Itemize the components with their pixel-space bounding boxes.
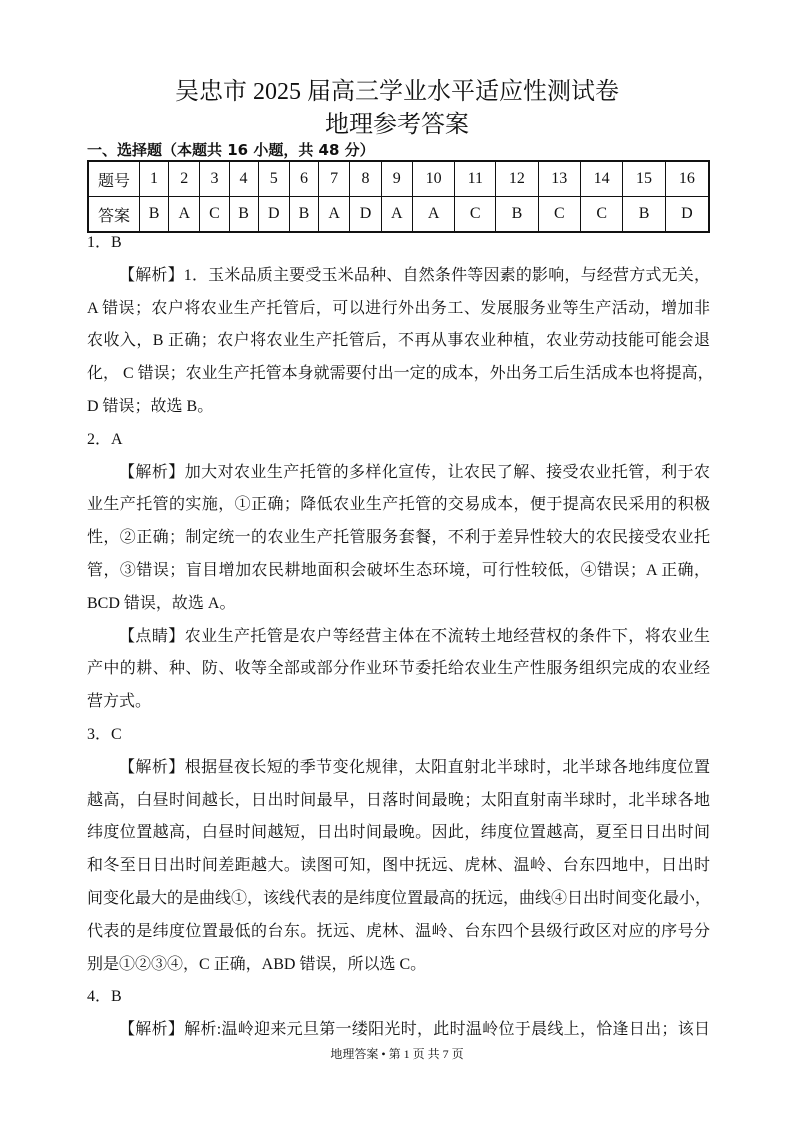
explanation-line: 业生产托管的实施，①正确；降低农业生产托管的交易成本，便于提高农民采用的积极 [87, 496, 710, 514]
answer-cell: C [455, 197, 496, 233]
question-number-cell: 7 [319, 161, 350, 197]
explanation-line: A 错误；农户将农业生产托管后，可以进行外出务工、发展服务业等生产活动，增加非 [87, 299, 710, 317]
answer-cell: B [496, 197, 538, 233]
question-number-cell: 2 [169, 161, 200, 197]
explanation-line: 【解析】解析:温岭迎来元旦第一缕阳光时，此时温岭位于晨线上，恰逢日出；该日 [119, 1021, 710, 1039]
row-label: 答案 [88, 197, 140, 233]
answer-cell: A [319, 197, 350, 233]
explanation-line: 和冬至日日出时间差距越大。读图可知，图中抚远、虎林、温岭、台东四地中，日出时 [87, 857, 710, 875]
question-heading: 4．B [87, 988, 122, 1006]
explanation-line: 【点睛】农业生产托管是农户等经营主体在不流转土地经营权的条件下，将农业生 [119, 627, 710, 645]
answer-cell: B [229, 197, 258, 233]
answer-cell: A [169, 197, 200, 233]
question-number-cell: 5 [258, 161, 289, 197]
question-number-cell: 6 [289, 161, 318, 197]
question-number-cell: 14 [580, 161, 622, 197]
answer-cell: A [381, 197, 412, 233]
question-heading: 1．B [87, 234, 122, 251]
answer-cell: D [258, 197, 289, 233]
question-number-cell: 10 [412, 161, 454, 197]
explanation-line: 纬度位置越高，白昼时间越短，日出时间最晚。因此，纬度位置越高，夏至日日出时间 [87, 824, 710, 842]
answer-table [87, 160, 710, 233]
explanation-line: 【解析】加大对农业生产托管的多样化宣传，让农民了解、接受农业托管，利于农 [119, 463, 710, 481]
explanation-line: 性，②正确；制定统一的农业生产托管服务套餐，不利于差异性较大的农民接受农业托 [87, 529, 710, 547]
explanation-line: 【解析】1．玉米品质主要受玉米品种、自然条件等因素的影响，与经营方式无关， [119, 266, 710, 284]
section-heading: 一、选择题（本题共 16 小题，共 48 分） [87, 141, 375, 159]
document-subtitle: 地理参考答案 [325, 112, 469, 138]
explanation-line: 管，③错误；盲目增加农民耕地面积会破坏生态环境，可行性较低，④错误；A 正确， [87, 561, 710, 579]
question-number-cell: 15 [623, 161, 665, 197]
question-heading: 3．C [87, 725, 122, 743]
explanation-line: 间变化最大的是曲线①，该线代表的是纬度位置最高的抚远，曲线④日出时间变化最小， [87, 889, 712, 907]
answer-cell: C [200, 197, 229, 233]
question-number-cell: 16 [665, 161, 709, 197]
question-number-cell: 8 [350, 161, 381, 197]
answer-cell: B [289, 197, 318, 233]
answer-explanations [87, 227, 714, 1047]
answer-cell: A [412, 197, 454, 233]
question-number-cell: 4 [229, 161, 258, 197]
explanation-line: 营方式。 [87, 693, 152, 711]
table-row-numbers [88, 161, 709, 197]
answer-cell: B [623, 197, 665, 233]
answer-cell: D [665, 197, 709, 233]
answer-cell: C [538, 197, 580, 233]
answer-cell: D [350, 197, 381, 233]
explanation-line: 别是①②③④，C 正确，ABD 错误，所以选 C。 [87, 955, 427, 973]
explanation-line: 农收入，B 正确；农户将农业生产托管后，不再从事农业种植，农业劳动技能可能会退 [87, 332, 710, 350]
question-number-cell: 3 [200, 161, 229, 197]
question-heading: 2．A [87, 430, 123, 448]
question-number-cell: 13 [538, 161, 580, 197]
answer-cell: C [580, 197, 622, 233]
explanation-line: 【解析】根据昼夜长短的季节变化规律，太阳直射北半球时，北半球各地纬度位置 [119, 758, 710, 776]
page-footer: 地理答案 • 第 1 页 共 7 页 [330, 1047, 464, 1061]
question-number-cell: 9 [381, 161, 412, 197]
document-title: 吴忠市 2025 届高三学业水平适应性测试卷 [175, 79, 619, 105]
explanation-line: 产中的耕、种、防、收等全部或部分作业环节委托给农业生产性服务组织完成的农业经 [87, 660, 710, 678]
explanation-line: 化， C 错误；农业生产托管本身就需要付出一定的成本，外出务工后生活成本也将提高， [87, 365, 714, 383]
question-number-cell: 11 [455, 161, 496, 197]
explanation-line: 越高，白昼时间越长，日出时间最早，日落时间最晚；太阳直射南半球时，北半球各地 [87, 791, 710, 809]
answer-cell: B [140, 197, 169, 233]
question-number-cell: 12 [496, 161, 538, 197]
explanation-line: BCD 错误，故选 A。 [87, 594, 236, 612]
question-number-cell: 1 [140, 161, 169, 197]
explanation-line: 代表的是纬度位置最低的台东。抚远、虎林、温岭、台东四个县级行政区对应的序号分 [87, 922, 710, 940]
explanation-line: D 错误；故选 B。 [87, 397, 214, 415]
row-label: 题号 [88, 161, 140, 197]
